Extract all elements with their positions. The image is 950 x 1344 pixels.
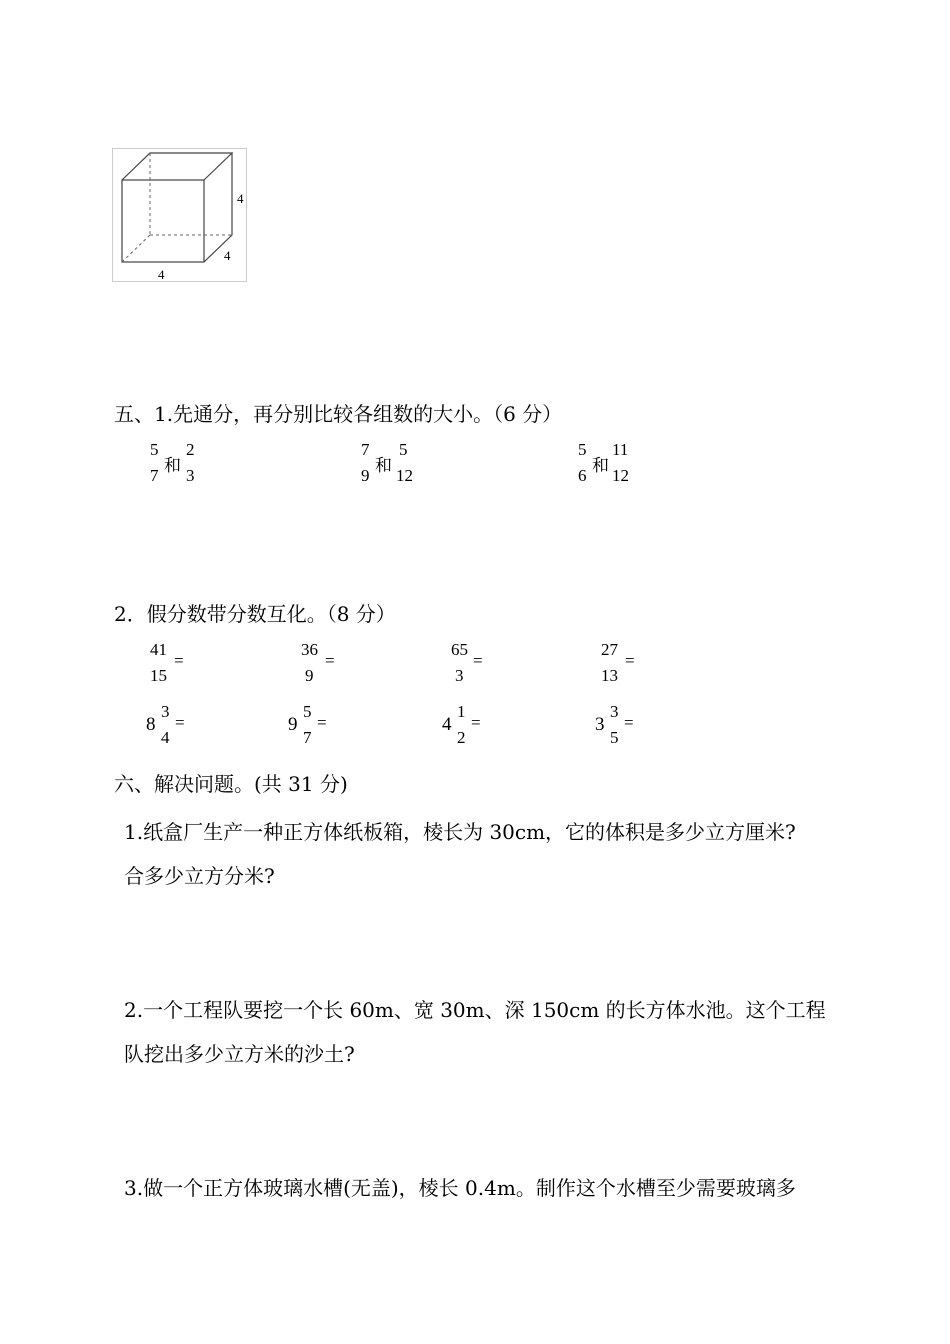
equals-sign: = — [473, 651, 483, 670]
and-label: 和 — [164, 456, 181, 475]
equals-sign: = — [624, 713, 634, 732]
problem-1-line-2: 合多少立方分米? — [124, 864, 275, 888]
cube-width-label: 4 — [158, 267, 165, 281]
cube-depth-label: 4 — [224, 248, 231, 263]
equals-sign: = — [325, 651, 335, 670]
denominator: 5 — [610, 728, 619, 747]
whole-part: 8 — [146, 714, 156, 735]
numerator: 3 — [161, 702, 170, 721]
and-label: 和 — [592, 456, 609, 475]
equals-sign: = — [625, 651, 635, 670]
denominator: 12 — [396, 466, 413, 485]
equals-sign: = — [317, 713, 327, 732]
numerator: 5 — [399, 440, 408, 459]
problem-1-line-1: 1.纸盒厂生产一种正方体纸板箱，棱长为 30cm，它的体积是多少立方厘米? — [124, 820, 796, 844]
denominator: 2 — [457, 728, 466, 747]
numerator: 7 — [361, 440, 370, 459]
denominator: 9 — [361, 466, 370, 485]
problem-2-line-1: 2.一个工程队要挖一个长 60m、宽 30m、深 150cm 的长方体水池。这个工程 — [124, 998, 826, 1022]
denominator: 4 — [161, 728, 170, 747]
and-label: 和 — [375, 456, 392, 475]
section6-title: 六、解决问题。(共 31 分) — [114, 772, 348, 796]
denominator: 12 — [612, 466, 629, 485]
denominator: 3 — [455, 666, 464, 685]
whole-part: 3 — [595, 714, 605, 735]
numerator: 5 — [303, 702, 312, 721]
numerator: 5 — [150, 440, 159, 459]
section5-q2-title: 2．假分数带分数互化。（8 分） — [114, 602, 396, 626]
denominator: 13 — [601, 666, 618, 685]
denominator: 6 — [578, 466, 587, 485]
numerator: 5 — [578, 440, 587, 459]
numerator: 3 — [610, 702, 619, 721]
cube-diagram — [113, 149, 246, 281]
numerator: 27 — [601, 640, 618, 659]
cube-height-label: 4 — [237, 191, 244, 206]
numerator: 11 — [612, 440, 629, 459]
equals-sign: = — [471, 713, 481, 732]
cube-figure — [112, 148, 247, 282]
problem-2-line-2: 队挖出多少立方米的沙土? — [124, 1042, 355, 1066]
numerator: 65 — [451, 640, 468, 659]
numerator: 2 — [186, 440, 195, 459]
whole-part: 9 — [288, 714, 298, 735]
equals-sign: = — [175, 713, 185, 732]
denominator: 15 — [150, 666, 167, 685]
numerator: 41 — [150, 640, 167, 659]
denominator: 7 — [150, 466, 159, 485]
section5-q1-title: 五、1.先通分，再分别比较各组数的大小。（6 分） — [114, 402, 563, 426]
equals-sign: = — [174, 651, 184, 670]
numerator: 36 — [301, 640, 318, 659]
whole-part: 4 — [442, 714, 452, 735]
denominator: 7 — [303, 728, 312, 747]
denominator: 3 — [186, 466, 195, 485]
problem-3-line-1: 3.做一个正方体玻璃水槽(无盖)，棱长 0.4m。制作这个水槽至少需要玻璃多 — [124, 1176, 796, 1200]
numerator: 1 — [457, 702, 466, 721]
denominator: 9 — [305, 666, 314, 685]
